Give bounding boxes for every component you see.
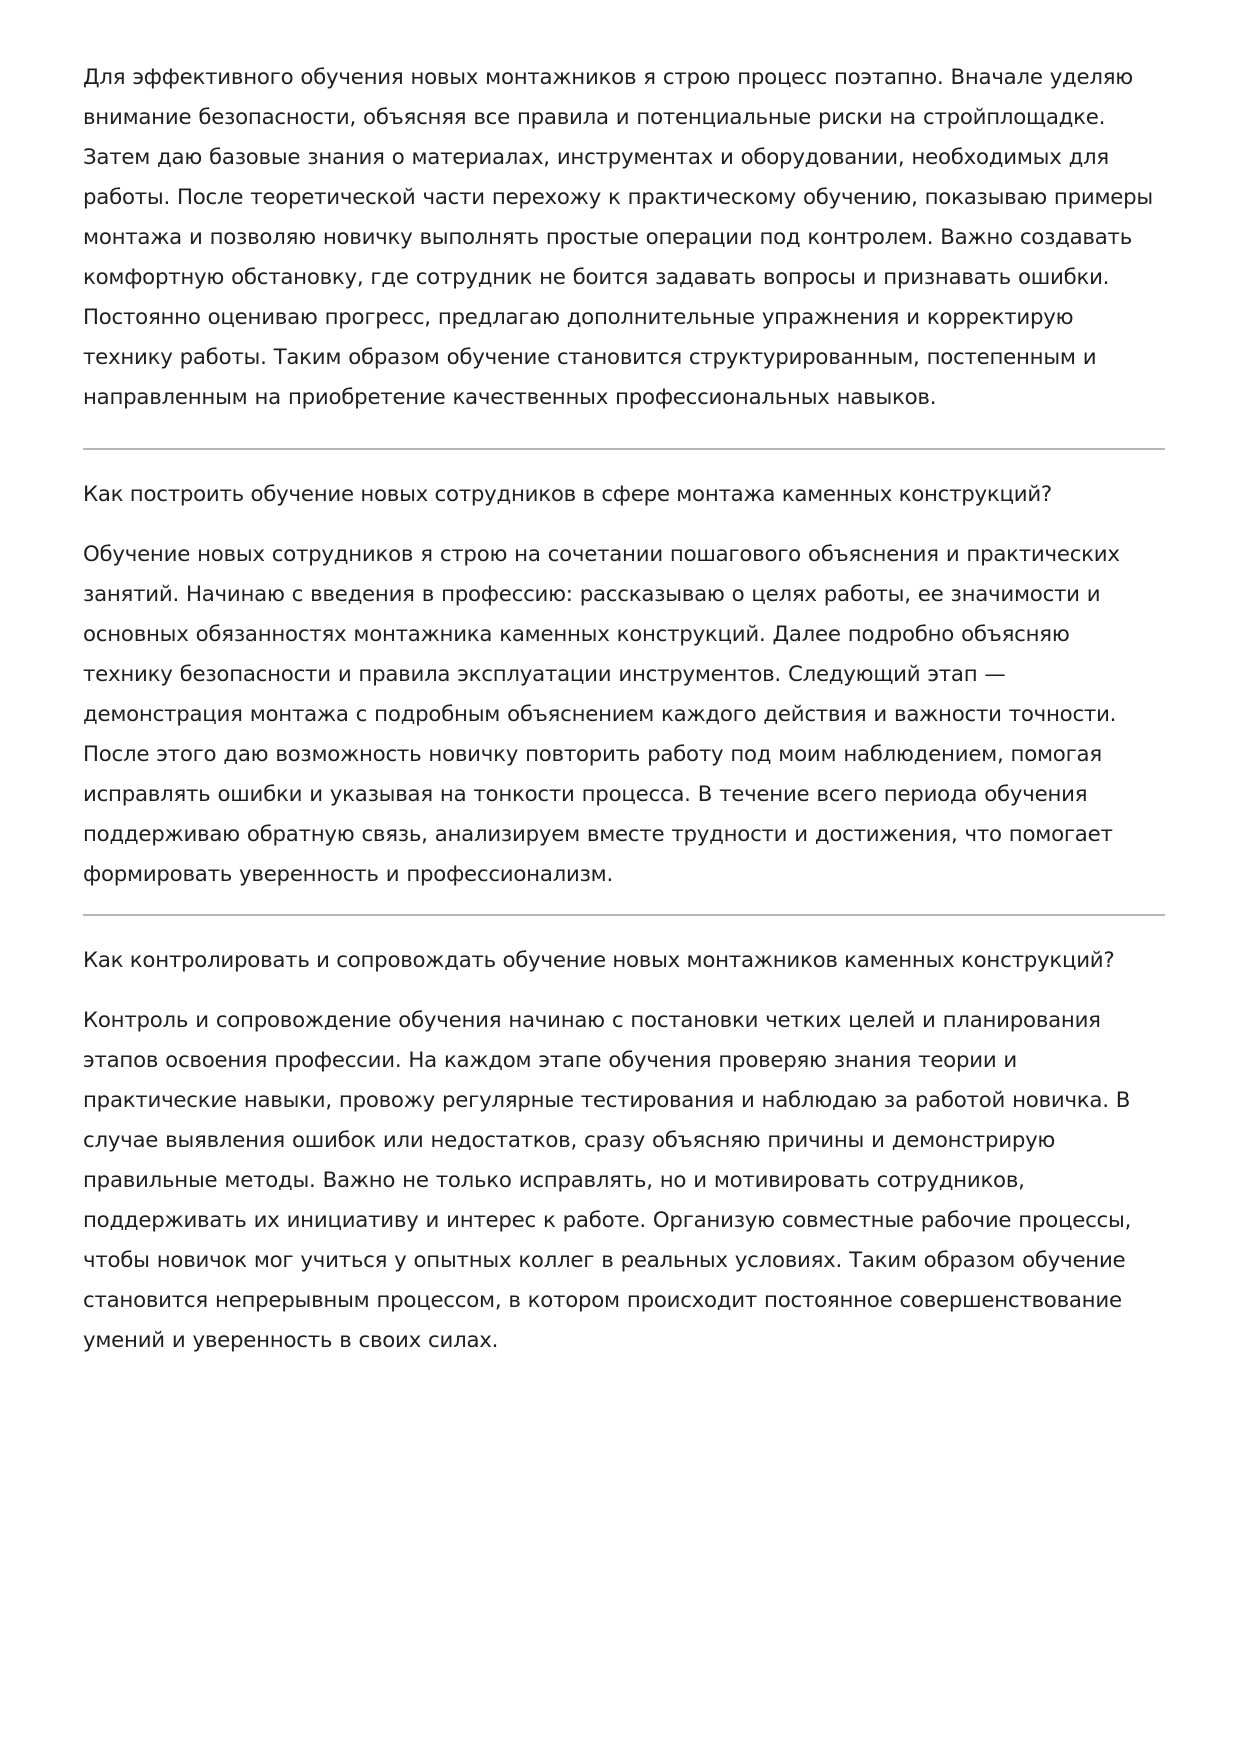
answer-paragraph-3: Контроль и сопровождение обучения начинаю с постановки четких целей и планирования этапов освоения профессии. На каждом этапе обучения проверяю знания теории и практические навыки, провожу регулярные тестирования и наблюдаю за работой новичка. В случае выявления ошибок или недостатков, сразу объясняю причины и демонстрирую правильные методы. Важно не только исправлять, но и мотивировать сотрудников, поддерживать их инициативу и интерес к работе. Организую совместные рабочие процессы, чтобы новичок мог учиться у опытных коллег в реальных условиях. Таким образом обучение становится непрерывным процессом, в котором происходит постоянное совершенствование умений и уверенность в своих силах. [83,1008,1132,1353]
section-divider [83,448,1165,450]
document-page [83,58,1165,1361]
question-heading-3: Как контролировать и сопровождать обучение новых монтажников каменных конструкций? [83,948,1115,973]
answer-paragraph-2: Обучение новых сотрудников я строю на сочетании пошагового объяснения и практических занятий. Начинаю с введения в профессию: рассказываю о целях работы, ее значимости и основных обязанностях монтажника каменных конструкций. Далее подробно объясняю технику безопасности и правила эксплуатации инструментов. Следующий этап — демонстрация монтажа с подробным объяснением каждого действия и важности точности. После этого даю возможность новичку повторить работу под моим наблюдением, помогая исправлять ошибки и указывая на тонкости процесса. В течение всего периода обучения поддерживаю обратную связь, анализируем вместе трудности и достижения, что помогает формировать уверенность и профессионализм. [83,542,1120,887]
section-divider [83,914,1165,916]
question-heading-2: Как построить обучение новых сотрудников в сфере монтажа каменных конструкций? [83,482,1052,507]
answer-paragraph-1: Для эффективного обучения новых монтажников я строю процесс поэтапно. Вначале уделяю внимание безопасности, объясняя все правила и потенциальные риски на стройплощадке. Затем даю базовые знания о материалах, инструментах и оборудовании, необходимых для работы. После теоретической части перехожу к практическому обучению, показываю примеры монтажа и позволяю новичку выполнять простые операции под контролем. Важно создавать комфортную обстановку, где сотрудник не боится задавать вопросы и признавать ошибки. Постоянно оцениваю прогресс, предлагаю дополнительные упражнения и корректирую технику работы. Таким образом обучение становится структурированным, постепенным и направленным на приобретение качественных профессиональных навыков. [83,65,1153,410]
